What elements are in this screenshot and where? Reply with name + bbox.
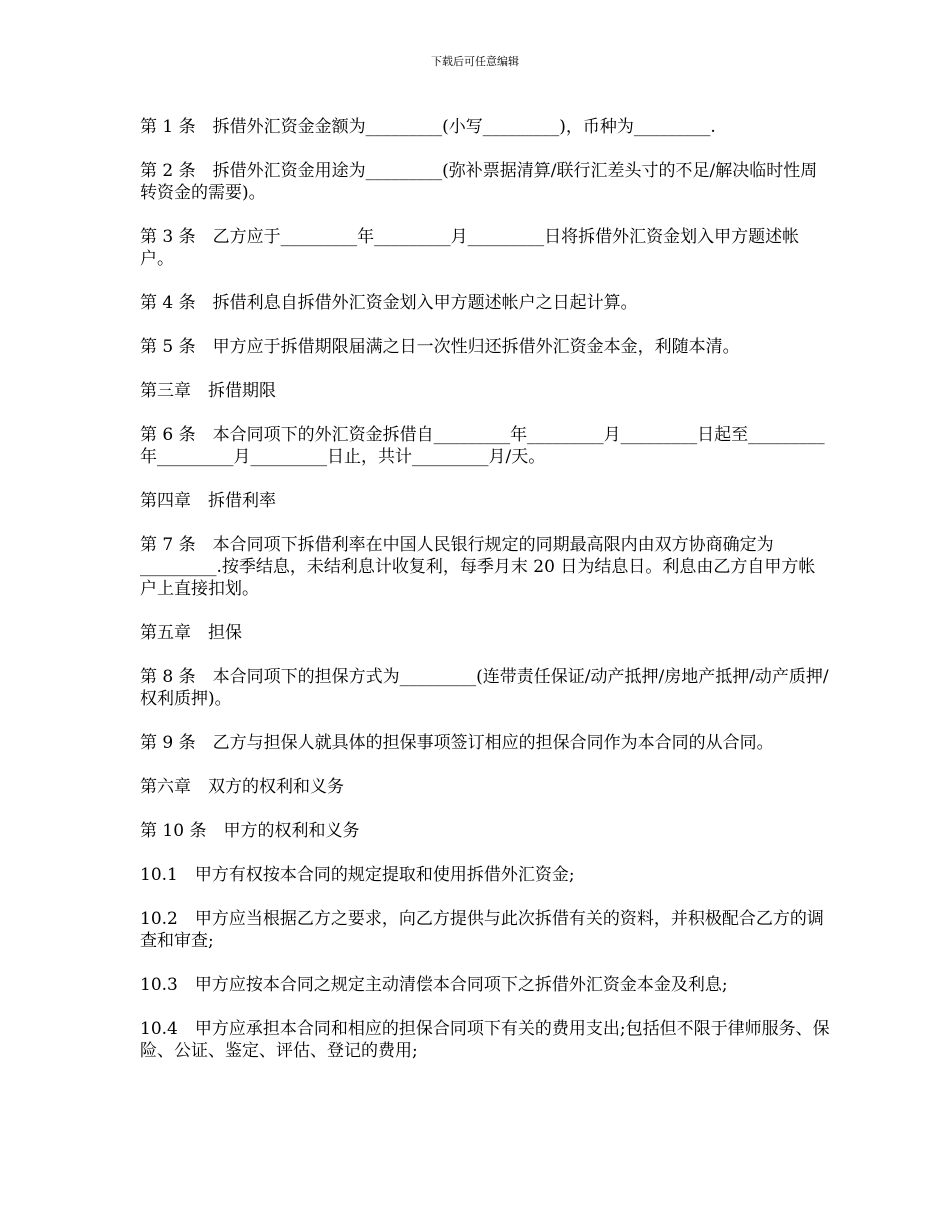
clause-10-2: 10.2 甲方应当根据乙方之要求，向乙方提供与此次拆借有关的资料，并积极配合乙方的调查和审查; [140,909,824,951]
article-9: 第 9 条 乙方与担保人就具体的担保事项签订相应的担保合同作为本合同的从合同。 [140,733,774,753]
chapter-3-heading: 第三章 拆借期限 [140,381,276,401]
article-8: 第 8 条 本合同项下的担保方式为_________(连带责任保证/动产抵押/房地产抵押/动产质押/权利质押)。 [140,667,829,709]
clause-10-1: 10.1 甲方有权按本合同的规定提取和使用拆借外汇资金; [140,865,575,885]
article-4: 第 4 条 拆借利息自拆借外汇资金划入甲方题述帐户之日起计算。 [140,293,638,313]
article-3: 第 3 条 乙方应于_________年_________月_________日将拆借外汇资金划入甲方题述帐户。 [140,227,800,269]
article-1: 第 1 条 拆借外汇资金金额为_________(小写_________)，币种为_________. [140,117,716,137]
article-7: 第 7 条 本合同项下拆借利率在中国人民银行规定的同期最高限内由双方协商确定为_________.按季结息，未结利息计收复利，每季月末 20 日为结息日。利息由乙方自甲方帐户上直接扣划。 [140,535,816,599]
chapter-6-heading: 第六章 双方的权利和义务 [140,777,344,797]
document-body [140,116,830,1084]
clause-10-3: 10.3 甲方应按本合同之规定主动清偿本合同项下之拆借外汇资金本金及利息; [140,975,728,995]
chapter-4-heading: 第四章 拆借利率 [140,491,276,511]
article-10: 第 10 条 甲方的权利和义务 [140,821,360,841]
article-6: 第 6 条 本合同项下的外汇资金拆借自_________年_________月_________日起至_________年_________月_________日止，共计_________月/天。 [140,425,825,467]
article-2: 第 2 条 拆借外汇资金用途为_________(弥补票据清算/联行汇差头寸的不足/解决临时性周转资金的需要)。 [140,161,818,203]
clause-10-4: 10.4 甲方应承担本合同和相应的担保合同项下有关的费用支出;包括但不限于律师服务、保险、公证、鉴定、评估、登记的费用; [140,1019,830,1061]
article-5: 第 5 条 甲方应于拆借期限届满之日一次性归还拆借外汇资金本金，利随本清。 [140,337,740,357]
page-header: 下载后可任意编辑 [431,55,519,68]
chapter-5-heading: 第五章 担保 [140,623,242,643]
